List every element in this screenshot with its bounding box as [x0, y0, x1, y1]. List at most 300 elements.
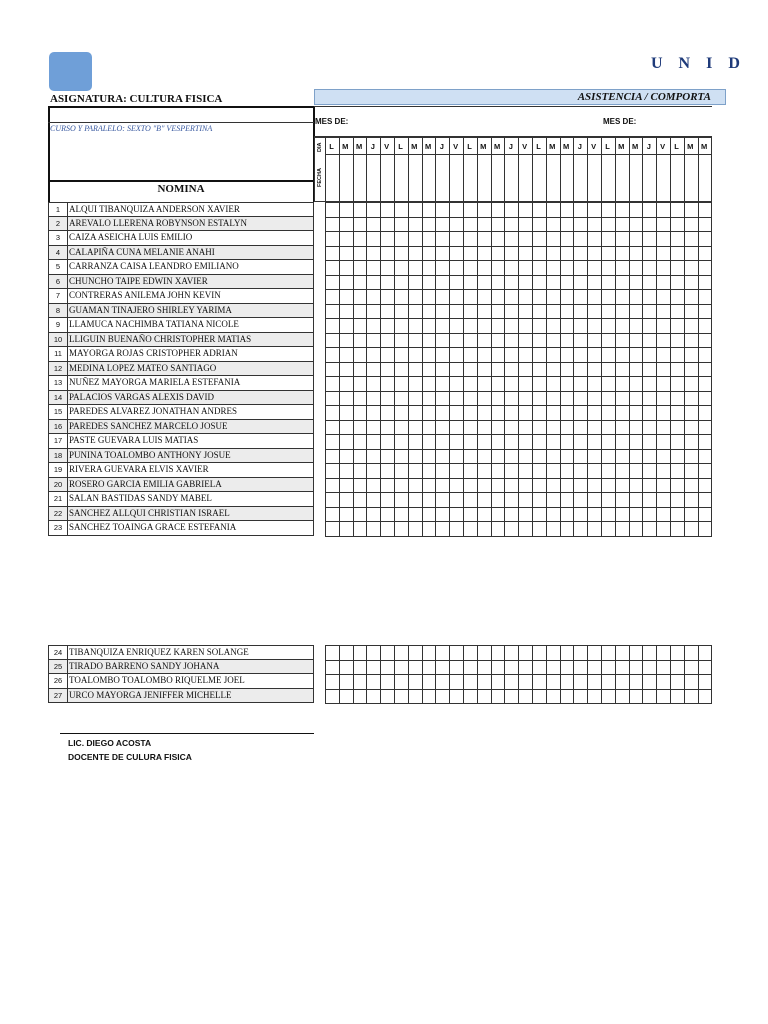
attendance-cell[interactable]: [518, 660, 533, 676]
attendance-cell[interactable]: [670, 521, 685, 537]
attendance-cell[interactable]: [477, 507, 492, 523]
attendance-cell[interactable]: [615, 333, 630, 349]
attendance-cell[interactable]: [670, 347, 685, 363]
attendance-cell[interactable]: [615, 304, 630, 320]
attendance-cell[interactable]: [408, 333, 423, 349]
attendance-cell[interactable]: [546, 674, 561, 690]
attendance-cell[interactable]: [491, 362, 506, 378]
attendance-cell[interactable]: [587, 231, 602, 247]
attendance-cell[interactable]: [615, 420, 630, 436]
attendance-cell[interactable]: [629, 492, 644, 508]
attendance-cell[interactable]: [463, 492, 478, 508]
attendance-cell[interactable]: [698, 376, 713, 392]
attendance-cell[interactable]: [698, 289, 713, 305]
attendance-cell[interactable]: [449, 689, 464, 705]
date-cell[interactable]: [463, 154, 478, 202]
attendance-cell[interactable]: [518, 463, 533, 479]
attendance-cell[interactable]: [353, 507, 368, 523]
attendance-cell[interactable]: [587, 333, 602, 349]
attendance-cell[interactable]: [642, 689, 657, 705]
attendance-cell[interactable]: [532, 289, 547, 305]
attendance-cell[interactable]: [532, 217, 547, 233]
attendance-cell[interactable]: [504, 289, 519, 305]
attendance-cell[interactable]: [477, 376, 492, 392]
attendance-cell[interactable]: [353, 246, 368, 262]
attendance-cell[interactable]: [408, 246, 423, 262]
attendance-cell[interactable]: [491, 492, 506, 508]
attendance-cell[interactable]: [491, 304, 506, 320]
attendance-cell[interactable]: [698, 391, 713, 407]
attendance-cell[interactable]: [408, 318, 423, 334]
attendance-cell[interactable]: [560, 275, 575, 291]
attendance-cell[interactable]: [560, 405, 575, 421]
attendance-cell[interactable]: [615, 449, 630, 465]
attendance-cell[interactable]: [422, 347, 437, 363]
attendance-cell[interactable]: [325, 304, 340, 320]
attendance-cell[interactable]: [587, 434, 602, 450]
attendance-cell[interactable]: [394, 275, 409, 291]
attendance-cell[interactable]: [684, 318, 699, 334]
attendance-cell[interactable]: [587, 304, 602, 320]
attendance-cell[interactable]: [325, 376, 340, 392]
attendance-cell[interactable]: [587, 645, 602, 661]
attendance-cell[interactable]: [670, 318, 685, 334]
attendance-cell[interactable]: [587, 202, 602, 218]
attendance-cell[interactable]: [656, 674, 671, 690]
attendance-cell[interactable]: [546, 347, 561, 363]
date-cell[interactable]: [477, 154, 492, 202]
attendance-cell[interactable]: [532, 478, 547, 494]
attendance-cell[interactable]: [408, 391, 423, 407]
attendance-cell[interactable]: [408, 347, 423, 363]
attendance-cell[interactable]: [698, 689, 713, 705]
attendance-cell[interactable]: [615, 507, 630, 523]
attendance-cell[interactable]: [463, 217, 478, 233]
attendance-cell[interactable]: [477, 362, 492, 378]
attendance-cell[interactable]: [532, 521, 547, 537]
attendance-cell[interactable]: [573, 275, 588, 291]
date-cell[interactable]: [560, 154, 575, 202]
attendance-cell[interactable]: [656, 463, 671, 479]
attendance-cell[interactable]: [698, 304, 713, 320]
attendance-cell[interactable]: [684, 260, 699, 276]
attendance-cell[interactable]: [656, 246, 671, 262]
attendance-cell[interactable]: [629, 376, 644, 392]
attendance-cell[interactable]: [504, 463, 519, 479]
attendance-cell[interactable]: [449, 217, 464, 233]
attendance-cell[interactable]: [408, 463, 423, 479]
attendance-cell[interactable]: [560, 362, 575, 378]
attendance-cell[interactable]: [532, 660, 547, 676]
attendance-cell[interactable]: [684, 217, 699, 233]
attendance-cell[interactable]: [532, 689, 547, 705]
attendance-cell[interactable]: [629, 260, 644, 276]
attendance-cell[interactable]: [670, 289, 685, 305]
date-cell[interactable]: [518, 154, 533, 202]
attendance-cell[interactable]: [532, 318, 547, 334]
attendance-cell[interactable]: [546, 492, 561, 508]
attendance-cell[interactable]: [394, 507, 409, 523]
attendance-cell[interactable]: [504, 304, 519, 320]
attendance-cell[interactable]: [518, 275, 533, 291]
attendance-cell[interactable]: [518, 289, 533, 305]
attendance-cell[interactable]: [449, 449, 464, 465]
attendance-cell[interactable]: [615, 391, 630, 407]
attendance-cell[interactable]: [339, 478, 354, 494]
attendance-cell[interactable]: [435, 275, 450, 291]
attendance-cell[interactable]: [698, 478, 713, 494]
attendance-cell[interactable]: [587, 507, 602, 523]
attendance-cell[interactable]: [477, 318, 492, 334]
attendance-cell[interactable]: [629, 405, 644, 421]
attendance-cell[interactable]: [449, 304, 464, 320]
attendance-cell[interactable]: [408, 362, 423, 378]
attendance-cell[interactable]: [601, 231, 616, 247]
attendance-cell[interactable]: [435, 521, 450, 537]
attendance-cell[interactable]: [670, 217, 685, 233]
attendance-cell[interactable]: [394, 289, 409, 305]
attendance-cell[interactable]: [504, 420, 519, 436]
attendance-cell[interactable]: [546, 333, 561, 349]
attendance-cell[interactable]: [601, 492, 616, 508]
attendance-cell[interactable]: [422, 362, 437, 378]
attendance-cell[interactable]: [532, 405, 547, 421]
attendance-cell[interactable]: [670, 463, 685, 479]
attendance-cell[interactable]: [353, 434, 368, 450]
attendance-cell[interactable]: [615, 492, 630, 508]
attendance-cell[interactable]: [560, 246, 575, 262]
attendance-cell[interactable]: [435, 347, 450, 363]
attendance-cell[interactable]: [353, 674, 368, 690]
attendance-cell[interactable]: [366, 376, 381, 392]
attendance-cell[interactable]: [325, 689, 340, 705]
attendance-cell[interactable]: [339, 645, 354, 661]
attendance-cell[interactable]: [532, 347, 547, 363]
attendance-cell[interactable]: [698, 362, 713, 378]
attendance-cell[interactable]: [477, 231, 492, 247]
attendance-cell[interactable]: [449, 660, 464, 676]
attendance-cell[interactable]: [601, 391, 616, 407]
attendance-cell[interactable]: [698, 318, 713, 334]
attendance-cell[interactable]: [656, 362, 671, 378]
attendance-cell[interactable]: [408, 674, 423, 690]
attendance-cell[interactable]: [408, 689, 423, 705]
attendance-cell[interactable]: [491, 260, 506, 276]
attendance-cell[interactable]: [573, 391, 588, 407]
attendance-cell[interactable]: [463, 645, 478, 661]
date-cell[interactable]: [394, 154, 409, 202]
attendance-cell[interactable]: [504, 660, 519, 676]
attendance-cell[interactable]: [477, 289, 492, 305]
attendance-cell[interactable]: [325, 449, 340, 465]
attendance-cell[interactable]: [698, 674, 713, 690]
attendance-cell[interactable]: [573, 507, 588, 523]
attendance-cell[interactable]: [435, 660, 450, 676]
attendance-cell[interactable]: [325, 289, 340, 305]
attendance-cell[interactable]: [642, 645, 657, 661]
attendance-cell[interactable]: [477, 674, 492, 690]
attendance-cell[interactable]: [504, 405, 519, 421]
attendance-cell[interactable]: [339, 521, 354, 537]
attendance-cell[interactable]: [518, 434, 533, 450]
attendance-cell[interactable]: [573, 420, 588, 436]
attendance-cell[interactable]: [560, 260, 575, 276]
attendance-cell[interactable]: [366, 434, 381, 450]
attendance-cell[interactable]: [435, 362, 450, 378]
attendance-cell[interactable]: [449, 275, 464, 291]
attendance-cell[interactable]: [573, 289, 588, 305]
attendance-cell[interactable]: [587, 347, 602, 363]
attendance-cell[interactable]: [670, 304, 685, 320]
attendance-cell[interactable]: [629, 478, 644, 494]
attendance-cell[interactable]: [408, 231, 423, 247]
attendance-cell[interactable]: [670, 260, 685, 276]
attendance-cell[interactable]: [601, 260, 616, 276]
attendance-cell[interactable]: [642, 260, 657, 276]
attendance-cell[interactable]: [463, 420, 478, 436]
attendance-cell[interactable]: [546, 507, 561, 523]
attendance-cell[interactable]: [325, 347, 340, 363]
attendance-cell[interactable]: [463, 231, 478, 247]
attendance-cell[interactable]: [380, 660, 395, 676]
attendance-cell[interactable]: [422, 318, 437, 334]
attendance-cell[interactable]: [684, 420, 699, 436]
attendance-cell[interactable]: [532, 231, 547, 247]
attendance-cell[interactable]: [518, 202, 533, 218]
attendance-cell[interactable]: [573, 318, 588, 334]
attendance-cell[interactable]: [477, 304, 492, 320]
attendance-cell[interactable]: [422, 333, 437, 349]
attendance-cell[interactable]: [573, 362, 588, 378]
attendance-cell[interactable]: [366, 660, 381, 676]
attendance-cell[interactable]: [366, 275, 381, 291]
attendance-cell[interactable]: [670, 231, 685, 247]
attendance-cell[interactable]: [422, 260, 437, 276]
attendance-cell[interactable]: [504, 347, 519, 363]
attendance-cell[interactable]: [629, 202, 644, 218]
attendance-cell[interactable]: [353, 420, 368, 436]
attendance-cell[interactable]: [477, 275, 492, 291]
attendance-cell[interactable]: [560, 202, 575, 218]
attendance-cell[interactable]: [546, 318, 561, 334]
attendance-cell[interactable]: [629, 347, 644, 363]
attendance-cell[interactable]: [380, 333, 395, 349]
attendance-cell[interactable]: [339, 217, 354, 233]
attendance-cell[interactable]: [463, 376, 478, 392]
attendance-cell[interactable]: [684, 333, 699, 349]
attendance-cell[interactable]: [435, 376, 450, 392]
attendance-cell[interactable]: [325, 202, 340, 218]
attendance-cell[interactable]: [394, 362, 409, 378]
attendance-cell[interactable]: [422, 449, 437, 465]
attendance-cell[interactable]: [366, 405, 381, 421]
attendance-cell[interactable]: [698, 246, 713, 262]
attendance-cell[interactable]: [670, 246, 685, 262]
attendance-cell[interactable]: [684, 405, 699, 421]
attendance-cell[interactable]: [656, 521, 671, 537]
attendance-cell[interactable]: [587, 449, 602, 465]
attendance-cell[interactable]: [394, 333, 409, 349]
attendance-cell[interactable]: [698, 275, 713, 291]
attendance-cell[interactable]: [518, 521, 533, 537]
attendance-cell[interactable]: [601, 246, 616, 262]
attendance-cell[interactable]: [353, 689, 368, 705]
attendance-cell[interactable]: [339, 420, 354, 436]
attendance-cell[interactable]: [573, 645, 588, 661]
attendance-cell[interactable]: [546, 304, 561, 320]
attendance-cell[interactable]: [463, 674, 478, 690]
attendance-cell[interactable]: [573, 333, 588, 349]
attendance-cell[interactable]: [449, 246, 464, 262]
attendance-cell[interactable]: [380, 202, 395, 218]
attendance-cell[interactable]: [477, 492, 492, 508]
date-cell[interactable]: [615, 154, 630, 202]
attendance-cell[interactable]: [560, 391, 575, 407]
attendance-cell[interactable]: [642, 492, 657, 508]
attendance-cell[interactable]: [449, 289, 464, 305]
attendance-cell[interactable]: [422, 645, 437, 661]
attendance-cell[interactable]: [435, 689, 450, 705]
attendance-cell[interactable]: [532, 391, 547, 407]
attendance-cell[interactable]: [435, 434, 450, 450]
attendance-cell[interactable]: [546, 275, 561, 291]
attendance-cell[interactable]: [601, 463, 616, 479]
attendance-cell[interactable]: [642, 231, 657, 247]
attendance-cell[interactable]: [435, 333, 450, 349]
attendance-cell[interactable]: [435, 231, 450, 247]
attendance-cell[interactable]: [642, 202, 657, 218]
attendance-cell[interactable]: [491, 507, 506, 523]
attendance-cell[interactable]: [504, 362, 519, 378]
attendance-cell[interactable]: [380, 689, 395, 705]
attendance-cell[interactable]: [366, 304, 381, 320]
attendance-cell[interactable]: [477, 202, 492, 218]
attendance-cell[interactable]: [642, 674, 657, 690]
attendance-cell[interactable]: [380, 275, 395, 291]
attendance-cell[interactable]: [353, 376, 368, 392]
date-cell[interactable]: [449, 154, 464, 202]
attendance-cell[interactable]: [546, 246, 561, 262]
attendance-cell[interactable]: [601, 434, 616, 450]
attendance-cell[interactable]: [504, 449, 519, 465]
attendance-cell[interactable]: [670, 689, 685, 705]
attendance-cell[interactable]: [339, 689, 354, 705]
attendance-cell[interactable]: [366, 362, 381, 378]
attendance-cell[interactable]: [339, 434, 354, 450]
attendance-cell[interactable]: [380, 507, 395, 523]
attendance-cell[interactable]: [477, 333, 492, 349]
attendance-cell[interactable]: [394, 521, 409, 537]
attendance-cell[interactable]: [546, 420, 561, 436]
attendance-cell[interactable]: [353, 318, 368, 334]
attendance-cell[interactable]: [670, 449, 685, 465]
attendance-cell[interactable]: [353, 391, 368, 407]
attendance-cell[interactable]: [532, 449, 547, 465]
attendance-cell[interactable]: [477, 449, 492, 465]
attendance-cell[interactable]: [615, 231, 630, 247]
attendance-cell[interactable]: [463, 521, 478, 537]
attendance-cell[interactable]: [587, 246, 602, 262]
attendance-cell[interactable]: [629, 463, 644, 479]
attendance-cell[interactable]: [325, 660, 340, 676]
attendance-cell[interactable]: [642, 217, 657, 233]
attendance-cell[interactable]: [684, 289, 699, 305]
attendance-cell[interactable]: [656, 304, 671, 320]
attendance-cell[interactable]: [477, 405, 492, 421]
attendance-cell[interactable]: [477, 217, 492, 233]
attendance-cell[interactable]: [629, 660, 644, 676]
attendance-cell[interactable]: [353, 304, 368, 320]
attendance-cell[interactable]: [380, 362, 395, 378]
attendance-cell[interactable]: [366, 507, 381, 523]
attendance-cell[interactable]: [615, 645, 630, 661]
attendance-cell[interactable]: [615, 260, 630, 276]
attendance-cell[interactable]: [560, 689, 575, 705]
attendance-cell[interactable]: [394, 376, 409, 392]
attendance-cell[interactable]: [546, 231, 561, 247]
attendance-cell[interactable]: [560, 333, 575, 349]
attendance-cell[interactable]: [463, 362, 478, 378]
attendance-cell[interactable]: [504, 275, 519, 291]
attendance-cell[interactable]: [629, 420, 644, 436]
attendance-cell[interactable]: [463, 507, 478, 523]
attendance-cell[interactable]: [573, 449, 588, 465]
attendance-cell[interactable]: [656, 231, 671, 247]
attendance-cell[interactable]: [394, 347, 409, 363]
attendance-cell[interactable]: [573, 217, 588, 233]
attendance-cell[interactable]: [684, 689, 699, 705]
attendance-cell[interactable]: [449, 202, 464, 218]
attendance-cell[interactable]: [546, 645, 561, 661]
attendance-cell[interactable]: [435, 304, 450, 320]
attendance-cell[interactable]: [435, 674, 450, 690]
attendance-cell[interactable]: [366, 246, 381, 262]
attendance-cell[interactable]: [463, 333, 478, 349]
attendance-cell[interactable]: [353, 660, 368, 676]
attendance-cell[interactable]: [339, 463, 354, 479]
attendance-cell[interactable]: [325, 231, 340, 247]
attendance-cell[interactable]: [408, 645, 423, 661]
attendance-cell[interactable]: [698, 463, 713, 479]
attendance-cell[interactable]: [601, 347, 616, 363]
attendance-cell[interactable]: [408, 434, 423, 450]
attendance-cell[interactable]: [642, 362, 657, 378]
attendance-cell[interactable]: [325, 434, 340, 450]
attendance-cell[interactable]: [573, 463, 588, 479]
attendance-cell[interactable]: [532, 463, 547, 479]
attendance-cell[interactable]: [546, 521, 561, 537]
attendance-cell[interactable]: [380, 304, 395, 320]
attendance-cell[interactable]: [532, 202, 547, 218]
attendance-cell[interactable]: [491, 376, 506, 392]
date-cell[interactable]: [325, 154, 340, 202]
attendance-cell[interactable]: [408, 521, 423, 537]
attendance-cell[interactable]: [339, 202, 354, 218]
attendance-cell[interactable]: [422, 304, 437, 320]
attendance-cell[interactable]: [698, 202, 713, 218]
attendance-cell[interactable]: [642, 660, 657, 676]
attendance-cell[interactable]: [491, 217, 506, 233]
attendance-cell[interactable]: [560, 347, 575, 363]
attendance-cell[interactable]: [601, 420, 616, 436]
attendance-cell[interactable]: [504, 246, 519, 262]
attendance-cell[interactable]: [463, 318, 478, 334]
attendance-cell[interactable]: [449, 674, 464, 690]
attendance-cell[interactable]: [546, 391, 561, 407]
attendance-cell[interactable]: [560, 478, 575, 494]
attendance-cell[interactable]: [573, 246, 588, 262]
attendance-cell[interactable]: [587, 463, 602, 479]
